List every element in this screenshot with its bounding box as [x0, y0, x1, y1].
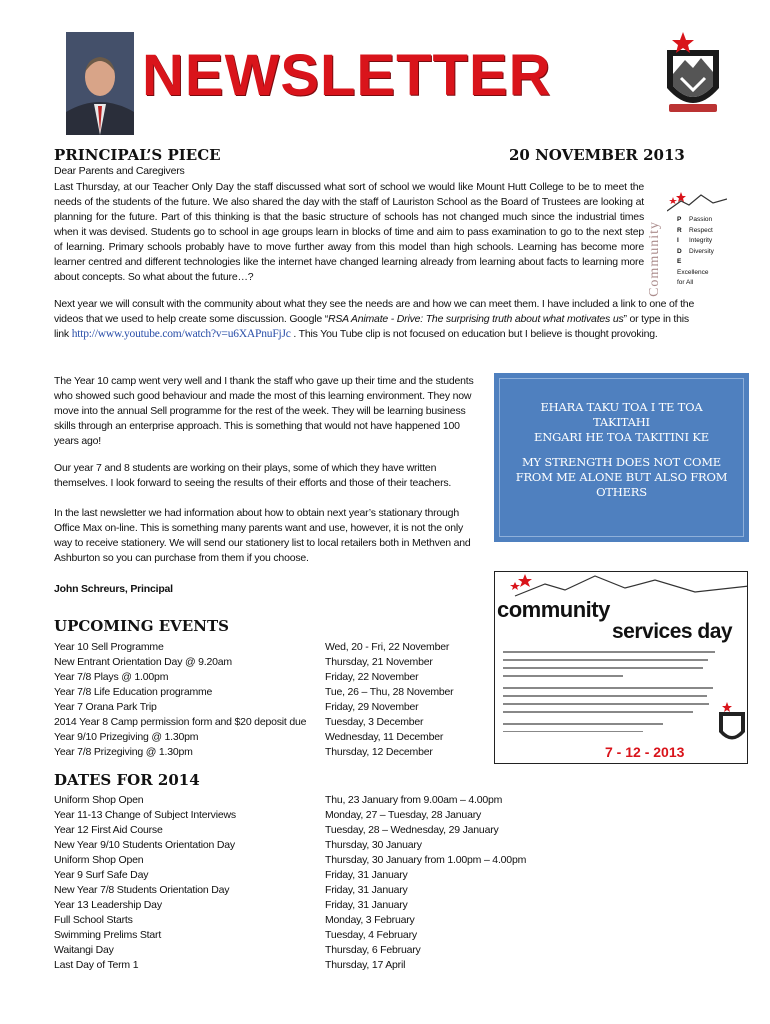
event-date: Tuesday, 3 December — [325, 716, 424, 728]
event-name: 2014 Year 8 Camp permission form and $20 deposit due — [54, 716, 307, 728]
event-date: Friday, 29 November — [325, 701, 419, 713]
event-date: Thursday, 17 April — [325, 959, 406, 971]
event-date: Tuesday, 28 – Wednesday, 29 January — [325, 824, 499, 836]
event-name: Year 7/8 Prizegiving @ 1.30pm — [54, 746, 193, 758]
upcoming-events-list — [54, 640, 306, 760]
community-word: community — [497, 597, 610, 622]
event-name: New Entrant Orientation Day @ 9.20am — [54, 656, 232, 668]
event-date: Thursday, 12 December — [325, 746, 433, 758]
value-item: D Diversity — [677, 247, 714, 255]
section-title-dates-2014: DATES FOR 2014 — [54, 771, 200, 789]
greeting: Dear Parents and Caregivers — [54, 165, 185, 177]
proverb-line-2: ENGARI HE TOA TAKITINI KE — [534, 430, 709, 444]
paragraph-4: Our year 7 and 8 students are working on their plays, some of which they have written themselves. I look forward to seeing the results of their efforts and those of their teachers. — [54, 462, 452, 489]
event-date: Friday, 31 January — [325, 899, 408, 911]
event-date: Friday, 22 November — [325, 671, 419, 683]
mountain-stars-icon — [667, 191, 727, 213]
event-date: Thursday, 21 November — [325, 656, 433, 668]
proverb-line-1: EHARA TAKU TOA I TE TOA TAKITAHI — [540, 400, 703, 429]
proverb-translation: MY STRENGTH DOES NOT COME FROM ME ALONE BUT ALSO FROM OTHERS — [515, 455, 728, 499]
paragraph-2-text-a: Next year we will consult with the community about what they see the needs are and how we can meet them. I have included a link to one of the videos that we used to help create some discussion. Google “ — [54, 298, 695, 325]
services-day-word: services day — [612, 620, 733, 643]
dates-2014-list — [54, 793, 236, 973]
event-name: New Year 7/8 Students Orientation Day — [54, 884, 230, 896]
shield-crest-icon — [663, 30, 723, 118]
event-date: Wed, 20 - Fri, 22 November — [325, 641, 450, 653]
paragraph-2-text-c: . This You Tube clip is not focused on education but I believe is thought provoking. — [290, 328, 658, 340]
value-item: R Respect — [677, 226, 713, 234]
event-date: Tue, 26 – Thu, 28 November — [325, 686, 454, 698]
event-date: Friday, 31 January — [325, 869, 408, 881]
event-date: Thursday, 30 January from 1.00pm – 4.00pm — [325, 854, 527, 866]
community-word: Community — [647, 221, 662, 297]
event-date: Tuesday, 4 February — [325, 929, 417, 941]
event-date: Monday, 3 February — [325, 914, 415, 926]
dates-2014-dates — [325, 793, 526, 973]
event-date: Thursday, 6 February — [325, 944, 421, 956]
paragraph-2-text-b: ” or type in this link — [54, 313, 689, 340]
value-item: I Integrity — [677, 237, 713, 244]
youtube-link[interactable]: http://www.youtube.com/watch?v=u6XAPnuFjJc — [71, 328, 291, 340]
value-item: P Passion — [677, 216, 713, 223]
event-name: Uniform Shop Open — [54, 854, 144, 866]
value-item: EExcellence for All — [677, 258, 709, 286]
paragraph-2 — [54, 297, 704, 342]
event-name: Waitangi Day — [54, 944, 114, 956]
community-day-date: 7 - 12 - 2013 — [605, 744, 685, 760]
section-title-upcoming-events: UPCOMING EVENTS — [54, 617, 229, 635]
section-title-principal: PRINCIPAL’S PIECE — [54, 146, 221, 164]
event-name: Year 7/8 Life Education programme — [54, 686, 213, 698]
flyer-blurb — [503, 648, 717, 736]
event-date: Thursday, 30 January — [325, 839, 422, 851]
event-name: New Year 9/10 Students Orientation Day — [54, 839, 235, 851]
event-name: Last Day of Term 1 — [54, 959, 139, 971]
paragraph-3: The Year 10 camp went very well and I thank the staff who gave up their time and the students who showed such good behaviour and made the most of this learning environment. They now move into the annual Sell programme for the rest of the week. They will be learning business skills through an enterprise approach. This is something that would not have happened 100 years ago! — [54, 375, 474, 447]
event-date: Monday, 27 – Tuesday, 28 January — [325, 809, 482, 821]
event-name: Uniform Shop Open — [54, 794, 144, 806]
event-name: Year 12 First Aid Course — [54, 824, 163, 836]
event-date: Thu, 23 January from 9.00am – 4.00pm — [325, 794, 503, 806]
principal-signature: John Schreurs, Principal — [54, 583, 173, 595]
maori-proverb-box — [494, 373, 749, 542]
event-name: Year 10 Sell Programme — [54, 641, 164, 653]
event-name: Swimming Prelims Start — [54, 929, 162, 941]
event-name: Year 11-13 Change of Subject Interviews — [54, 809, 236, 821]
event-name: Year 9 Surf Safe Day — [54, 869, 149, 881]
event-name: Year 7/8 Plays @ 1.00pm — [54, 671, 169, 683]
community-services-day-flyer — [494, 571, 748, 764]
principal-photo — [66, 32, 134, 135]
event-name: Full School Starts — [54, 914, 133, 926]
event-date: Friday, 31 January — [325, 884, 408, 896]
event-date: Wednesday, 11 December — [325, 731, 444, 743]
event-name: Year 9/10 Prizegiving @ 1.30pm — [54, 731, 199, 743]
paragraph-5: In the last newsletter we had information about how to obtain next year’s stationary through Office Max on-line. This is something many parents want and use, however, it is not the only way to receive stationery. We will send our stationery list to local retailers both in Methven and Ashburton so you can purchase from them if you choose. — [54, 507, 471, 564]
event-name: Year 7 Orana Park Trip — [54, 701, 157, 713]
community-values-box — [647, 195, 727, 295]
paragraph-1: Last Thursday, at our Teacher Only Day the staff discussed what sort of school we would like Mount Hutt College to be to meet the needs of the students of the future. We also shared the day with the staff of Lauriston School as the Board of Trustees are looking at planning for the future. Part of this thinking is that the basic structure of schools has not changed much since the industrial times when it was devised. Students go to school in age groups learn in blocks of time and aim to pass examination to go to the next step of learning. Primary schools probably have to move further away from this model than high schools. Learning has become more learner centred and different technologies like the internet have changed learning already from learning about facts to learning more about concepts. So what about the future…? — [54, 181, 644, 283]
upcoming-events-dates — [325, 640, 453, 760]
school-crest-icon — [717, 702, 747, 747]
newsletter-title: NEWSLETTER — [142, 43, 552, 108]
newsletter-date: 20 NOVEMBER 2013 — [509, 146, 685, 164]
video-title: RSA Animate - Drive: The surprising truth about what motivates us — [328, 313, 624, 325]
event-name: Year 13 Leadership Day — [54, 899, 162, 911]
